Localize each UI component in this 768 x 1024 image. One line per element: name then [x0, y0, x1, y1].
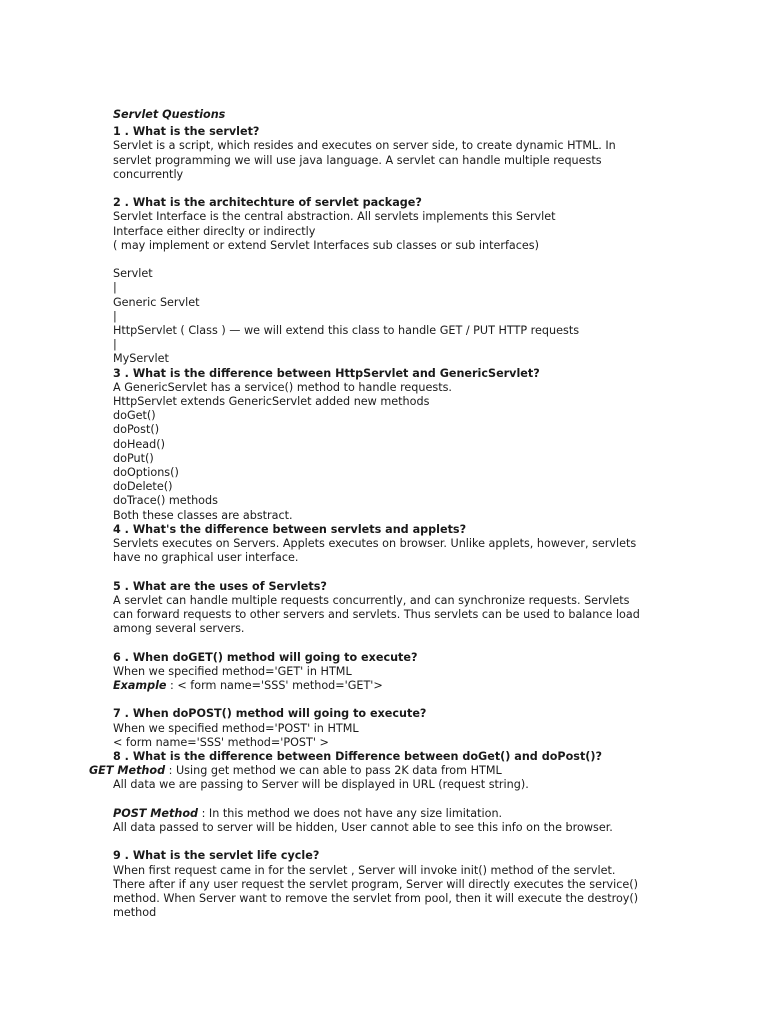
question-heading: 4 . What's the difference between servlets and applets? — [113, 522, 467, 536]
question-heading: 2 . What is the architechture of servlet package? — [113, 196, 422, 210]
answer-line: Interface either direclty or indirectly — [113, 224, 316, 238]
spacer — [113, 835, 713, 849]
hierarchy-item: Servlet — [113, 267, 153, 281]
answer-line: A servlet can handle multiple requests concurrently, and can synchronize requests. Servlets — [113, 593, 630, 607]
post-method-text: : In this method we does not have any size limitation. — [198, 806, 503, 820]
answer-line: All data passed to server will be hidden, User cannot able to see this info on the browser. — [113, 821, 613, 835]
document-body — [89, 108, 713, 920]
get-method-label: GET Method — [89, 764, 166, 778]
spacer — [113, 253, 713, 267]
method-name: doGet() — [113, 409, 156, 423]
method-name: doPut() — [113, 451, 154, 465]
method-name: doTrace() methods — [113, 494, 218, 508]
answer-line: There after if any user request the servlet program, Server will directly executes the service() — [113, 877, 639, 891]
spacer — [113, 693, 713, 707]
answer-line: A GenericServlet has a service() method to handle requests. — [113, 380, 452, 394]
answer-line: Servlet is a script, which resides and executes on server side, to create dynamic HTML. In — [113, 139, 616, 153]
get-method-line — [89, 764, 713, 778]
answer-line: ( may implement or extend Servlet Interfaces sub classes or sub interfaces) — [113, 238, 539, 252]
hierarchy-connector: | — [113, 281, 117, 295]
post-method-line — [113, 807, 713, 821]
question-heading: 6 . When doGET() method will going to execute? — [113, 650, 418, 664]
hierarchy-connector: | — [113, 338, 117, 352]
answer-line: Servlets executes on Servers. Applets executes on browser. Unlike applets, however, servlets — [113, 537, 637, 551]
example-line — [113, 679, 713, 693]
spacer — [113, 565, 713, 579]
method-name: doOptions() — [113, 466, 179, 480]
answer-line: servlet programming we will use java language. A servlet can handle multiple requests — [113, 153, 602, 167]
document-title: Servlet Questions — [113, 108, 226, 121]
question-heading: 5 . What are the uses of Servlets? — [113, 579, 327, 593]
answer-line: Both these classes are abstract. — [113, 508, 293, 522]
answer-line: All data we are passing to Server will be displayed in URL (request string). — [113, 778, 529, 792]
answer-line: Servlet Interface is the central abstraction. All servlets implements this Servlet — [113, 210, 556, 224]
hierarchy-item: HttpServlet ( Class ) — we will extend this class to handle GET / PUT HTTP requests — [113, 324, 580, 338]
method-name: doHead() — [113, 437, 165, 451]
hierarchy-item: MyServlet — [113, 352, 169, 366]
answer-line: method — [113, 906, 157, 920]
answer-line: method. When Server want to remove the servlet from pool, then it will execute the destroy() — [113, 892, 639, 906]
question-heading: 9 . What is the servlet life cycle? — [113, 849, 320, 863]
question-heading: 8 . What is the difference between Difference between doGet() and doPost()? — [113, 750, 603, 764]
answer-line: HttpServlet extends GenericServlet added new methods — [113, 395, 430, 409]
spacer — [113, 793, 713, 807]
method-name: doPost() — [113, 423, 160, 437]
answer-line: can forward requests to other servers and servlets. Thus servlets can be used to balance load — [113, 608, 640, 622]
answer-line: < form name='SSS' method='POST' > — [113, 735, 329, 749]
answer-line: have no graphical user interface. — [113, 551, 299, 565]
spacer — [113, 182, 713, 196]
hierarchy-connector: | — [113, 309, 117, 323]
question-heading: 7 . When doPOST() method will going to execute? — [113, 707, 427, 721]
answer-line: concurrently — [113, 167, 184, 181]
question-heading: 1 . What is the servlet? — [113, 125, 260, 139]
example-text: : < form name='SSS' method='GET'> — [166, 679, 383, 693]
get-method-text: : Using get method we can able to pass 2K data from HTML — [165, 764, 502, 778]
answer-line: When we specified method='GET' in HTML — [113, 664, 352, 678]
example-label: Example — [113, 679, 167, 693]
answer-line: When first request came in for the servlet , Server will invoke init() method of the servlet. — [113, 863, 616, 877]
hierarchy-item: Generic Servlet — [113, 295, 200, 309]
answer-line: among several servers. — [113, 622, 245, 636]
spacer — [113, 636, 713, 650]
method-name: doDelete() — [113, 480, 173, 494]
answer-line: When we specified method='POST' in HTML — [113, 721, 359, 735]
question-heading: 3 . What is the difference between HttpServlet and GenericServlet? — [113, 366, 540, 380]
post-method-label: POST Method — [113, 806, 199, 820]
